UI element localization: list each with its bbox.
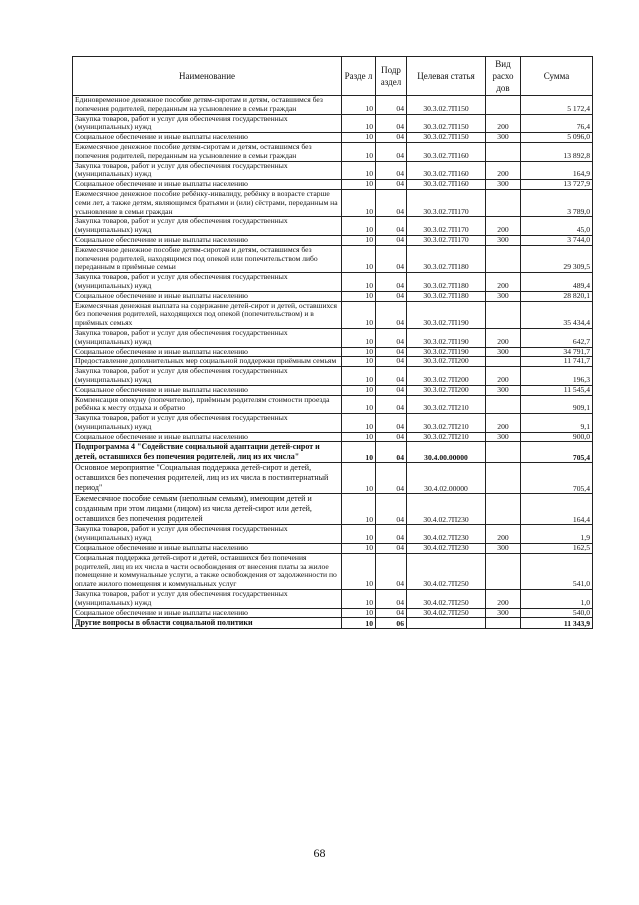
header-podrazdel: Подр аздел <box>376 57 407 96</box>
cell-vid <box>486 245 521 272</box>
cell-podrazdel: 04 <box>376 161 407 180</box>
cell-vid: 300 <box>486 180 521 190</box>
cell-vid <box>486 463 521 494</box>
cell-vid: 200 <box>486 114 521 133</box>
cell-vid <box>486 618 521 629</box>
cell-razdel: 10 <box>342 385 376 395</box>
cell-razdel: 10 <box>342 525 376 544</box>
cell-razdel: 10 <box>342 463 376 494</box>
cell-summa: 540,0 <box>521 608 593 618</box>
cell-podrazdel: 04 <box>376 608 407 618</box>
cell-razdel: 10 <box>342 618 376 629</box>
cell-razdel: 10 <box>342 96 376 115</box>
cell-name: Социальное обеспечение и иные выплаты населению <box>73 291 342 301</box>
cell-name: Ежемесячная денежная выплата на содержание детей-сирот и детей, оставшихся без попечения родителей, находящихся под опекой (попечительством) и в приёмных семьях <box>73 301 342 328</box>
table-row <box>73 414 593 433</box>
cell-podrazdel: 04 <box>376 414 407 433</box>
table-row <box>73 463 593 494</box>
cell-vid: 300 <box>486 608 521 618</box>
cell-celevaya: 30.3.02.7П160 <box>407 142 486 161</box>
cell-summa: 164,4 <box>521 494 593 525</box>
cell-podrazdel: 04 <box>376 432 407 442</box>
cell-podrazdel: 04 <box>376 235 407 245</box>
cell-vid <box>486 142 521 161</box>
cell-name: Единовременное денежное пособие детям-сиротам и детям, оставшимся без попечения родителей, переданным на усыновление в семьи граждан <box>73 96 342 115</box>
cell-vid <box>486 442 521 463</box>
header-name: Наименование <box>73 57 342 96</box>
cell-vid <box>486 553 521 589</box>
cell-razdel: 10 <box>342 328 376 347</box>
cell-summa: 5 096,0 <box>521 133 593 143</box>
cell-razdel: 10 <box>342 395 376 414</box>
cell-celevaya: 30.3.02.7П210 <box>407 432 486 442</box>
cell-podrazdel: 04 <box>376 442 407 463</box>
cell-podrazdel: 04 <box>376 217 407 236</box>
cell-podrazdel: 04 <box>376 544 407 554</box>
cell-celevaya: 30.3.02.7П150 <box>407 133 486 143</box>
table-row <box>73 494 593 525</box>
cell-vid: 300 <box>486 544 521 554</box>
cell-podrazdel: 04 <box>376 301 407 328</box>
cell-celevaya: 30.4.00.00000 <box>407 442 486 463</box>
cell-razdel: 10 <box>342 494 376 525</box>
table-row <box>73 235 593 245</box>
cell-vid: 200 <box>486 273 521 292</box>
cell-razdel: 10 <box>342 217 376 236</box>
table-row <box>73 142 593 161</box>
cell-razdel: 10 <box>342 608 376 618</box>
table-row <box>73 328 593 347</box>
cell-summa: 705,4 <box>521 442 593 463</box>
cell-vid <box>486 494 521 525</box>
cell-name: Ежемесячное денежное пособие детям-сиротам и детям, оставшимся без попечения родителей, переданным на усыновление в семьи граждан <box>73 142 342 161</box>
cell-name: Социальное обеспечение и иные выплаты населению <box>73 347 342 357</box>
cell-razdel: 10 <box>342 347 376 357</box>
cell-podrazdel: 06 <box>376 618 407 629</box>
cell-summa: 11 545,4 <box>521 385 593 395</box>
cell-vid: 200 <box>486 525 521 544</box>
cell-name: Другие вопросы в области социальной политики <box>73 618 342 629</box>
cell-podrazdel: 04 <box>376 395 407 414</box>
cell-celevaya: 30.3.02.7П160 <box>407 161 486 180</box>
table-row <box>73 217 593 236</box>
cell-podrazdel: 04 <box>376 245 407 272</box>
table-row <box>73 442 593 463</box>
cell-name: Закупка товаров, работ и услуг для обеспечения государственных (муниципальных) нужд <box>73 328 342 347</box>
cell-name: Социальное обеспечение и иные выплаты населению <box>73 235 342 245</box>
cell-name: Ежемесячное денежное пособие ребёнку-инвалиду, ребёнку в возрасте старше семи лет, а также детям, являющимся братьями и (или) сёстрами, переданным на усыновление в семьи граждан <box>73 189 342 216</box>
cell-celevaya: 30.3.02.7П200 <box>407 367 486 386</box>
table-row <box>73 245 593 272</box>
cell-razdel: 10 <box>342 291 376 301</box>
cell-vid: 300 <box>486 133 521 143</box>
cell-name: Социальная поддержка детей-сирот и детей, оставшихся без попечения родителей, лиц из их числа в части освобождения от внесения платы за жилое помещение и коммунальные услуги, а также освобождения от задолженности по оплате жилого помещения и коммунальных услуг <box>73 553 342 589</box>
table-row <box>73 161 593 180</box>
cell-podrazdel: 04 <box>376 189 407 216</box>
cell-podrazdel: 04 <box>376 133 407 143</box>
table-row <box>73 301 593 328</box>
cell-razdel: 10 <box>342 245 376 272</box>
cell-celevaya: 30.4.02.7П230 <box>407 525 486 544</box>
cell-celevaya <box>407 618 486 629</box>
cell-summa: 489,4 <box>521 273 593 292</box>
cell-summa: 541,0 <box>521 553 593 589</box>
cell-celevaya: 30.4.02.7П250 <box>407 590 486 609</box>
cell-podrazdel: 04 <box>376 367 407 386</box>
cell-celevaya: 30.4.02.7П250 <box>407 553 486 589</box>
cell-summa: 11 343,9 <box>521 618 593 629</box>
cell-razdel: 10 <box>342 442 376 463</box>
cell-celevaya: 30.3.02.7П180 <box>407 291 486 301</box>
cell-vid: 200 <box>486 590 521 609</box>
table-row <box>73 553 593 589</box>
cell-celevaya: 30.4.02.7П230 <box>407 494 486 525</box>
table-row <box>73 114 593 133</box>
cell-summa: 45,0 <box>521 217 593 236</box>
cell-name: Компенсация опекуну (попечителю), приёмным родителям стоимости проезда ребёнка к месту отдыха и обратно <box>73 395 342 414</box>
table-row <box>73 608 593 618</box>
cell-summa: 13 727,9 <box>521 180 593 190</box>
table-row <box>73 273 593 292</box>
table-row <box>73 618 593 629</box>
cell-vid: 200 <box>486 414 521 433</box>
cell-name: Социальное обеспечение и иные выплаты населению <box>73 180 342 190</box>
cell-vid <box>486 395 521 414</box>
cell-podrazdel: 04 <box>376 385 407 395</box>
cell-celevaya: 30.3.02.7П210 <box>407 414 486 433</box>
cell-vid: 300 <box>486 432 521 442</box>
cell-summa: 642,7 <box>521 328 593 347</box>
cell-celevaya: 30.3.02.7П190 <box>407 301 486 328</box>
cell-summa: 9,1 <box>521 414 593 433</box>
cell-summa: 900,0 <box>521 432 593 442</box>
cell-celevaya: 30.3.02.7П200 <box>407 357 486 367</box>
cell-podrazdel: 04 <box>376 142 407 161</box>
cell-name: Подпрограмма 4 "Содействие социальной адаптации детей-сирот и детей, оставшихся без попечения родителей, лиц из их числа" <box>73 442 342 463</box>
cell-razdel: 10 <box>342 180 376 190</box>
cell-summa: 35 434,4 <box>521 301 593 328</box>
cell-razdel: 10 <box>342 114 376 133</box>
cell-razdel: 10 <box>342 590 376 609</box>
cell-razdel: 10 <box>342 161 376 180</box>
table-row <box>73 525 593 544</box>
cell-summa: 34 791,7 <box>521 347 593 357</box>
cell-celevaya: 30.3.02.7П160 <box>407 180 486 190</box>
header-vid: Вид расхо дов <box>486 57 521 96</box>
cell-summa: 909,1 <box>521 395 593 414</box>
cell-name: Ежемесячное денежное пособие детям-сиротам и детям, оставшимся без попечения родителей, находящимся под опекой или попечительством либо переданным в приёмные семьи <box>73 245 342 272</box>
cell-razdel: 10 <box>342 235 376 245</box>
cell-summa: 1,9 <box>521 525 593 544</box>
table-row <box>73 189 593 216</box>
table-row <box>73 432 593 442</box>
cell-celevaya: 30.3.02.7П190 <box>407 347 486 357</box>
cell-vid: 200 <box>486 161 521 180</box>
cell-name: Закупка товаров, работ и услуг для обеспечения государственных (муниципальных) нужд <box>73 217 342 236</box>
cell-summa: 13 892,8 <box>521 142 593 161</box>
cell-celevaya: 30.4.02.7П250 <box>407 608 486 618</box>
cell-celevaya: 30.3.02.7П180 <box>407 245 486 272</box>
cell-name: Закупка товаров, работ и услуг для обеспечения государственных (муниципальных) нужд <box>73 367 342 386</box>
cell-razdel: 10 <box>342 301 376 328</box>
cell-summa: 3 789,0 <box>521 189 593 216</box>
cell-celevaya: 30.3.02.7П200 <box>407 385 486 395</box>
cell-name: Закупка товаров, работ и услуг для обеспечения государственных (муниципальных) нужд <box>73 525 342 544</box>
cell-name: Закупка товаров, работ и услуг для обеспечения государственных (муниципальных) нужд <box>73 414 342 433</box>
cell-summa: 3 744,0 <box>521 235 593 245</box>
cell-name: Предоставление дополнительных мер социальной поддержки приёмным семьям <box>73 357 342 367</box>
cell-razdel: 10 <box>342 142 376 161</box>
table-row <box>73 544 593 554</box>
cell-summa: 162,5 <box>521 544 593 554</box>
cell-celevaya: 30.3.02.7П170 <box>407 217 486 236</box>
cell-summa: 1,0 <box>521 590 593 609</box>
cell-summa: 705,4 <box>521 463 593 494</box>
cell-name: Социальное обеспечение и иные выплаты населению <box>73 432 342 442</box>
cell-razdel: 10 <box>342 189 376 216</box>
cell-celevaya: 30.3.02.7П190 <box>407 328 486 347</box>
budget-table <box>72 56 593 629</box>
cell-podrazdel: 04 <box>376 96 407 115</box>
cell-celevaya: 30.3.02.7П170 <box>407 189 486 216</box>
cell-podrazdel: 04 <box>376 357 407 367</box>
cell-vid: 300 <box>486 291 521 301</box>
cell-name: Основное мероприятие "Социальная поддержка детей-сирот и детей, оставшихся без попечения родителей, лиц из их числа в постинтернатный период" <box>73 463 342 494</box>
cell-summa: 11 741,7 <box>521 357 593 367</box>
cell-razdel: 10 <box>342 544 376 554</box>
cell-vid: 200 <box>486 217 521 236</box>
table-header-row <box>73 57 593 96</box>
cell-name: Социальное обеспечение и иные выплаты населению <box>73 544 342 554</box>
cell-podrazdel: 04 <box>376 553 407 589</box>
cell-celevaya: 30.3.02.7П150 <box>407 96 486 115</box>
cell-summa: 164,9 <box>521 161 593 180</box>
cell-vid <box>486 357 521 367</box>
cell-celevaya: 30.4.02.7П230 <box>407 544 486 554</box>
table-row <box>73 291 593 301</box>
cell-celevaya: 30.3.02.7П150 <box>407 114 486 133</box>
cell-vid <box>486 301 521 328</box>
cell-podrazdel: 04 <box>376 114 407 133</box>
header-razdel: Разде л <box>342 57 376 96</box>
table-row <box>73 385 593 395</box>
table-row <box>73 395 593 414</box>
cell-podrazdel: 04 <box>376 463 407 494</box>
cell-summa: 29 309,5 <box>521 245 593 272</box>
cell-vid: 200 <box>486 367 521 386</box>
cell-podrazdel: 04 <box>376 494 407 525</box>
cell-podrazdel: 04 <box>376 291 407 301</box>
cell-podrazdel: 04 <box>376 180 407 190</box>
budget-table-sheet <box>72 56 592 629</box>
cell-name: Социальное обеспечение и иные выплаты населению <box>73 608 342 618</box>
cell-razdel: 10 <box>342 367 376 386</box>
cell-name: Закупка товаров, работ и услуг для обеспечения государственных (муниципальных) нужд <box>73 114 342 133</box>
cell-celevaya: 30.3.02.7П180 <box>407 273 486 292</box>
cell-name: Ежемесячное пособие семьям (неполным семьям), имеющим детей и созданным при этом лицами (лицом) из числа детей-сирот или детей, оставшихся без попечения родителей <box>73 494 342 525</box>
cell-podrazdel: 04 <box>376 590 407 609</box>
table-row <box>73 96 593 115</box>
cell-razdel: 10 <box>342 553 376 589</box>
cell-podrazdel: 04 <box>376 525 407 544</box>
cell-vid <box>486 189 521 216</box>
cell-razdel: 10 <box>342 432 376 442</box>
cell-summa: 196,3 <box>521 367 593 386</box>
table-row <box>73 367 593 386</box>
cell-summa: 5 172,4 <box>521 96 593 115</box>
table-row <box>73 180 593 190</box>
header-summa: Сумма <box>521 57 593 96</box>
cell-celevaya: 30.4.02.00000 <box>407 463 486 494</box>
cell-vid: 300 <box>486 235 521 245</box>
cell-vid: 300 <box>486 385 521 395</box>
cell-vid <box>486 96 521 115</box>
cell-name: Закупка товаров, работ и услуг для обеспечения государственных (муниципальных) нужд <box>73 161 342 180</box>
cell-vid: 200 <box>486 328 521 347</box>
cell-razdel: 10 <box>342 273 376 292</box>
cell-celevaya: 30.3.02.7П210 <box>407 395 486 414</box>
cell-name: Социальное обеспечение и иные выплаты населению <box>73 133 342 143</box>
cell-razdel: 10 <box>342 414 376 433</box>
cell-name: Социальное обеспечение и иные выплаты населению <box>73 385 342 395</box>
cell-celevaya: 30.3.02.7П170 <box>407 235 486 245</box>
cell-podrazdel: 04 <box>376 347 407 357</box>
table-row <box>73 133 593 143</box>
cell-podrazdel: 04 <box>376 273 407 292</box>
cell-razdel: 10 <box>342 133 376 143</box>
cell-podrazdel: 04 <box>376 328 407 347</box>
cell-name: Закупка товаров, работ и услуг для обеспечения государственных (муниципальных) нужд <box>73 590 342 609</box>
table-row <box>73 590 593 609</box>
page-number: 68 <box>313 846 326 860</box>
cell-vid: 300 <box>486 347 521 357</box>
cell-razdel: 10 <box>342 357 376 367</box>
cell-summa: 28 820,1 <box>521 291 593 301</box>
cell-name: Закупка товаров, работ и услуг для обеспечения государственных (муниципальных) нужд <box>73 273 342 292</box>
header-celevaya: Целевая статья <box>407 57 486 96</box>
cell-summa: 76,4 <box>521 114 593 133</box>
table-body <box>73 96 593 629</box>
